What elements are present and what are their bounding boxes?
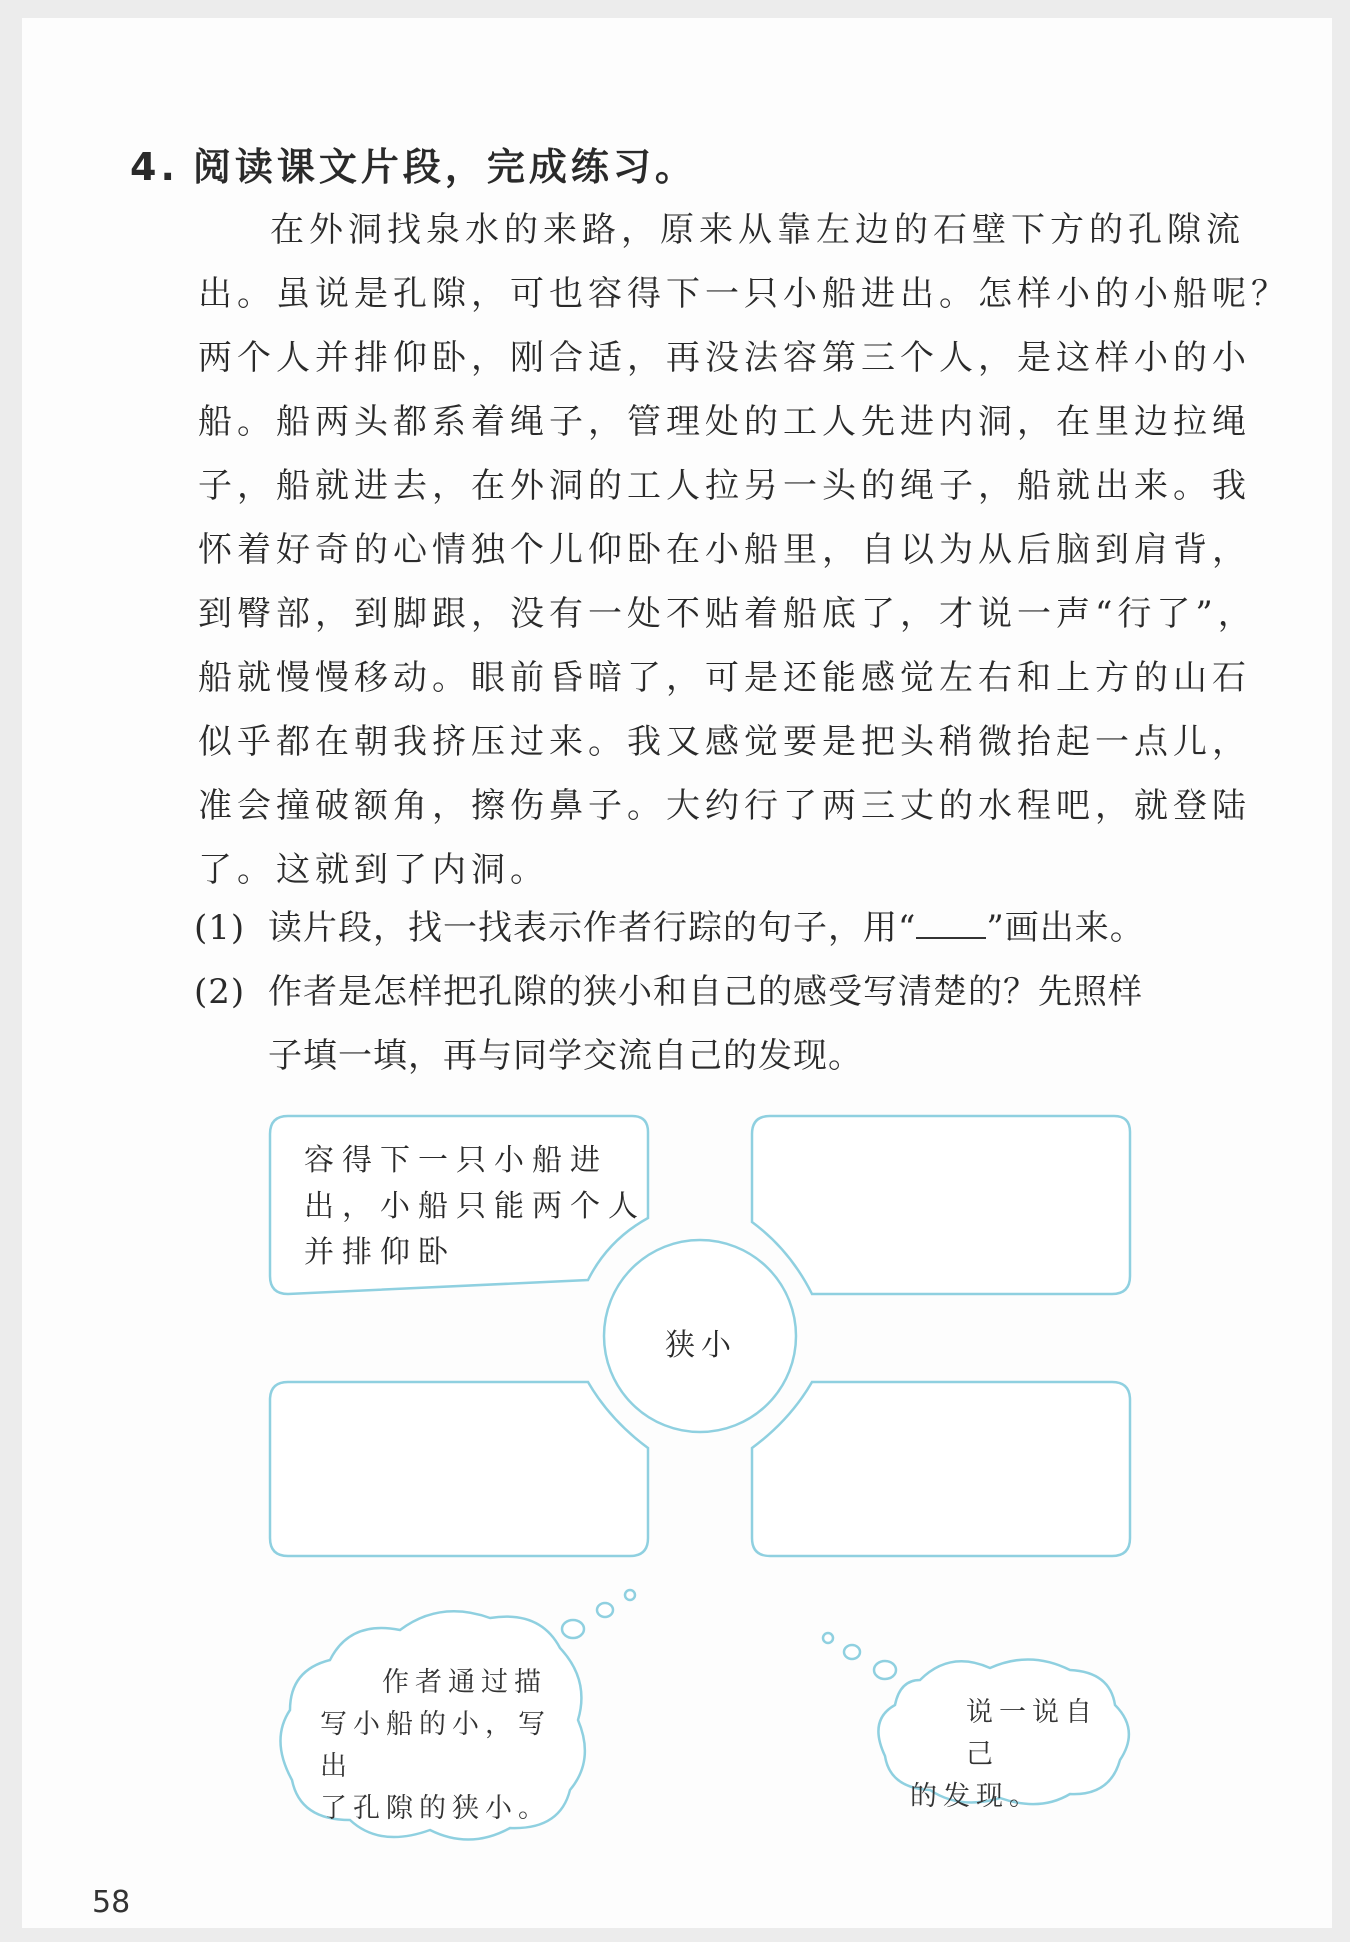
cloud-right-text bbox=[910, 1692, 1120, 1818]
thought-bubble bbox=[562, 1620, 584, 1638]
question-title-text: 阅读课文片段，完成练习。 bbox=[192, 145, 697, 189]
task-1-text-before: 读片段，找一找表示作者行踪的句子，用“ bbox=[268, 908, 917, 948]
cloud-text-line: 的发现。 bbox=[910, 1781, 1042, 1812]
passage-line: 怀着好奇的心情独个儿仰卧在小船里，自以为从后脑到肩背， bbox=[198, 530, 1251, 570]
answer-box-bottom-right bbox=[752, 1382, 1130, 1556]
thought-bubble bbox=[874, 1661, 896, 1679]
thought-bubble bbox=[625, 1590, 635, 1600]
passage-line: 船就慢慢移动。眼前昏暗了，可是还能感觉左右和上方的山石 bbox=[198, 658, 1251, 698]
box-text-line: 容得下一只小船进 bbox=[304, 1143, 608, 1178]
passage-line: 似乎都在朝我挤压过来。我又感觉要是把头稍微抬起一点儿， bbox=[198, 722, 1251, 762]
question-number: 4. bbox=[130, 145, 179, 189]
thought-bubble bbox=[823, 1633, 833, 1643]
answer-box-bottom-left bbox=[270, 1382, 648, 1556]
page-number: 58 bbox=[92, 1885, 131, 1920]
box-text-line: 并排仰卧 bbox=[304, 1235, 456, 1270]
passage-line: 船。船两头都系着绳子，管理处的工人先进内洞，在里边拉绳 bbox=[198, 402, 1251, 442]
answer-box-top-right bbox=[752, 1116, 1130, 1294]
passage-line: 两个人并排仰卧，刚合适，再没法容第三个人，是这样小的小 bbox=[198, 338, 1251, 378]
task-1-number: (1) bbox=[194, 908, 246, 948]
box-top-left-text bbox=[304, 1138, 646, 1276]
center-label: 狭小 bbox=[665, 1328, 737, 1363]
cloud-left-text bbox=[320, 1662, 570, 1830]
passage-line: 了。这就到了内洞。 bbox=[198, 850, 549, 890]
thought-bubble bbox=[597, 1603, 613, 1617]
task-2-number: (2) bbox=[194, 972, 246, 1012]
cloud-text-line: 作者通过描 bbox=[382, 1667, 547, 1698]
cloud-text-line: 写小船的小，写出 bbox=[320, 1709, 551, 1782]
thought-bubble bbox=[844, 1645, 860, 1659]
task-2-line-2: 子填一填，再与同学交流自己的发现。 bbox=[268, 1036, 863, 1076]
passage-line: 准会撞破额角，擦伤鼻子。大约行了两三丈的水程吧，就登陆 bbox=[198, 786, 1251, 826]
passage-line: 在外洞找泉水的来路，原来从靠左边的石壁下方的孔隙流 bbox=[270, 210, 1245, 250]
cloud-text-line: 了孔隙的狭小。 bbox=[320, 1793, 551, 1824]
passage-line: 子，船就进去，在外洞的工人拉另一头的绳子，船就出来。我 bbox=[198, 466, 1251, 506]
passage-line: 出。虽说是孔隙，可也容得下一只小船进出。怎样小的小船呢？ bbox=[198, 274, 1290, 314]
task-1-text-after: ”画出来。 bbox=[986, 908, 1145, 948]
task-2-line-1: 作者是怎样把孔隙的狭小和自己的感受写清楚的？先照样 bbox=[268, 972, 1143, 1012]
box-text-line: 出，小船只能两个人 bbox=[304, 1189, 646, 1224]
cloud-text-line: 说一说自己 bbox=[966, 1697, 1098, 1770]
passage-line: 到臀部，到脚跟，没有一处不贴着船底了，才说一声“行了”， bbox=[198, 594, 1257, 634]
